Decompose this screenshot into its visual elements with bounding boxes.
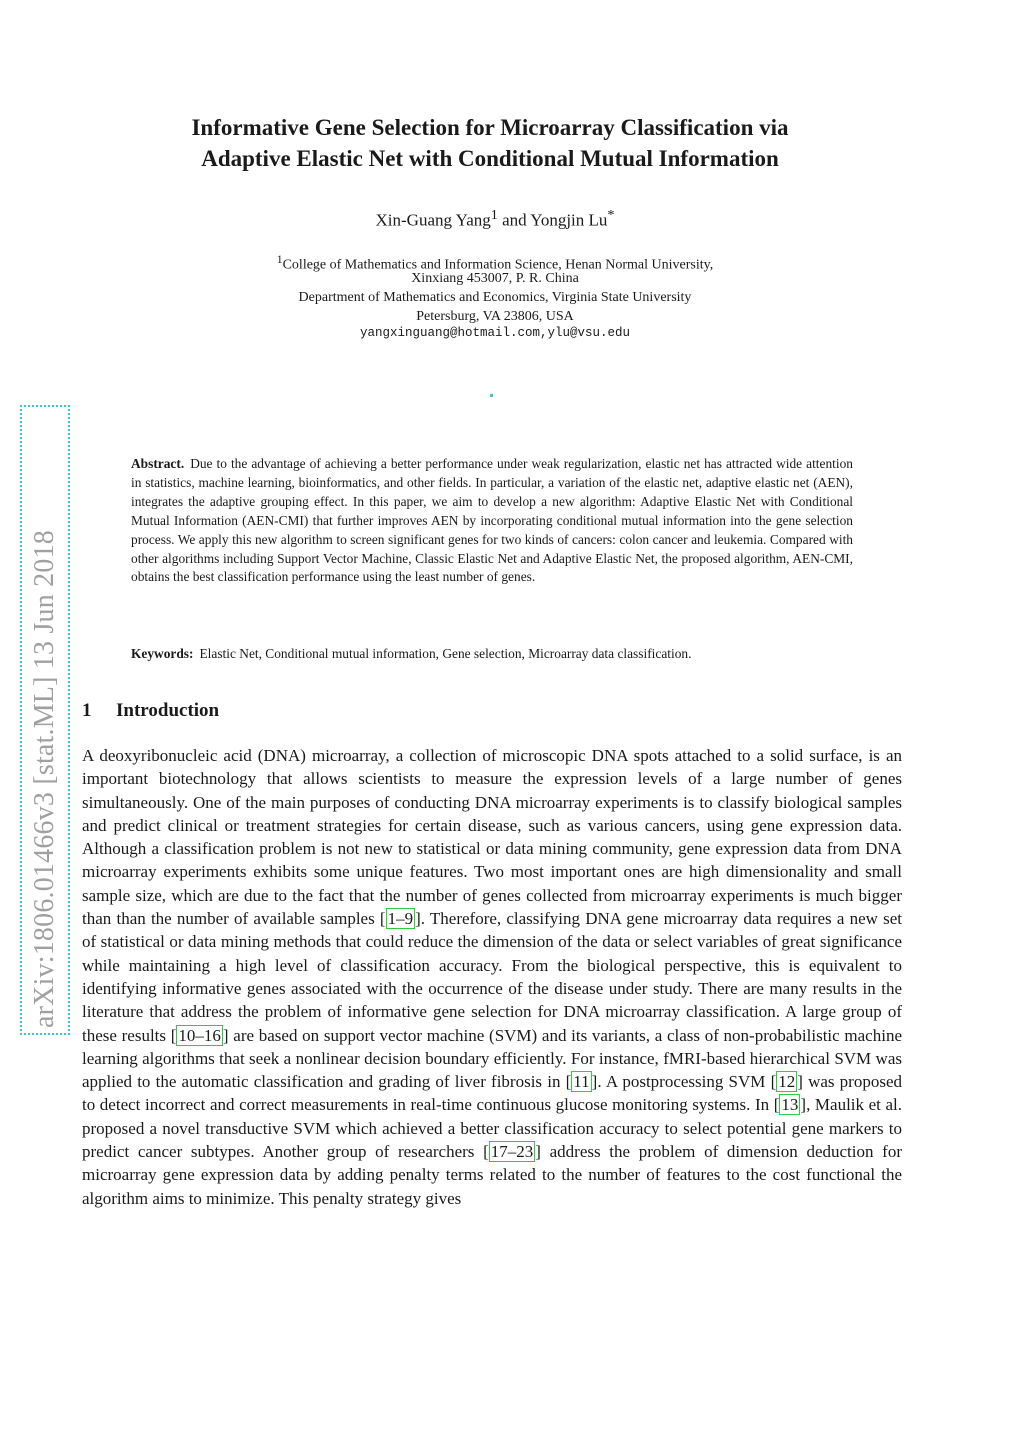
abstract-label: Abstract. <box>131 456 185 471</box>
paragraph-text: was proposed to detect incorrect and correct measurements in real-time continuous glucose monitoring systems. In <box>82 1072 903 1115</box>
citation-link[interactable] <box>489 1141 536 1162</box>
author-name: Yongjin Lu <box>530 210 608 230</box>
introduction-paragraph: A deoxyribonucleic acid (DNA) microarray, a collection of microscopic DNA spots attached to a solid surface, is an important biotechnology that allows scientists to measure the expression levels of a large number of genes simultaneously. One of the main purposes of conducting DNA microarray experiments is to classify biological samples and predict clinical or treatment strategies for certain disease, such as various cancers, using gene expression data. Although a classification problem is not new to statistical or data mining community, gene expression data from DNA microarray experiments exhibits some unique features. Two most important ones are high dimensionality and small sample size, which are due to the fact that the number of genes collected from microarray experiments is much bigger than than the number of available samples [ 1–9 ]. Therefore, classifying DNA gene microarray data requires a new set of statistical or data mining methods that could reduce the dimension of the data or select variables of great significance while maintaining a high level of classification accuracy. From the biological perspective, this is equivalent to identifying informative genes associated with the occurrence of the disease under study. There are many results in the literature that address the problem of informative gene selection for DNA microarray classification. A large group of these results [ 10–16 ] are based on support vector machine (SVM) and its variants, a class of non-probabilistic machine learning algorithms that seek a nonlinear decision boundary efficiently. For instance, fMRI-based hierarchical SVM was applied to the automatic classification and grading of liver fibrosis in [ 11 ]. A postprocessing SVM [ 12 ] was proposed to detect incorrect and correct measurements in real-time continuous glucose monitoring systems. In [ 13 ], Maulik et al. proposed a novel transductive SVM which achieved a better classification accuracy to select potential gene markers to predict cancer subtypes. Another group of researchers [ 17–23 ] address the problem of dimension deduction for microarray gene expression data by adding penalty terms related to the number of features to the cost functional the algorithm aims to minimize. This penalty strategy gives <box>82 746 903 1208</box>
citation-link[interactable]: 12 <box>778 1072 796 1092</box>
section-heading <box>82 700 219 722</box>
author-list <box>200 207 790 231</box>
section-number: 1 <box>82 700 92 721</box>
citation-number: 9 <box>404 909 414 929</box>
citation-number: 16 <box>203 1025 221 1045</box>
corresponding-author-mark: * <box>607 207 615 223</box>
author-name: Xin-Guang Yang <box>375 210 491 230</box>
paragraph-text: A deoxyribonucleic acid (DNA) microarray, a collection of microscopic DNA spots attached to a solid surface, is an important biotechnology that allows scientists to measure the expression levels of a large number of genes simultaneously. One of the main purposes of conducting DNA microarray experiments is to classify biological samples and predict clinical or treatment strategies for certain disease, such as various cancers, using gene expression data. Although a classification problem is not new to statistical or data mining community, gene expression data from DNA microarray experiments exhibits some unique features. Two most important ones are high dimensionality and small sample size, which are due to the fact that the number of genes collected from microarray experiments is much bigger than than the number of available samples <box>82 746 902 929</box>
author-conjunction: and <box>497 210 531 230</box>
decorative-dot <box>490 394 493 397</box>
keywords-label: Keywords: <box>131 646 194 661</box>
keywords-text: Elastic Net, Conditional mutual information, Gene selection, Microarray data classification. <box>199 646 692 661</box>
paragraph-text: , Maulik et al. proposed a novel transductive SVM which achieved a better classification accuracy to select potential gene markers to predict cancer subtypes. Another group of researchers <box>82 1095 902 1162</box>
citation-range-separator: – <box>195 1025 204 1045</box>
affiliation-text: College of Mathematics and Information Science, Henan Normal University, <box>282 257 714 273</box>
affiliation-line: Department of Mathematics and Economics, Virginia State University <box>298 290 692 305</box>
citation-range-separator: – <box>396 909 405 929</box>
paragraph-text: are based on support vector machine (SVM) and its variants, a class of non-probabilistic machine learning algorithms that seek a nonlinear decision boundary efficiently. For instance, fMRI-based hierarchical SVM was applied to the automatic classification and grading of liver fibrosis in <box>82 1025 902 1092</box>
citation-link[interactable] <box>176 1025 223 1046</box>
abstract <box>131 455 853 587</box>
keywords <box>131 644 853 663</box>
abstract-text: Due to the advantage of achieving a better performance under weak regularization, elastic net has attracted wide attention in statistics, machine learning, bioinformatics, and other fields. In particular, a variation of the elastic net, adaptive elastic net (AEN), integrates the adaptive grouping effect. In this paper, we aim to develop a new algorithm: Adaptive Elastic Net with Conditional Mutual Information (AEN-CMI) that further improves AEN by incorporating conditional mutual information into the gene selection process. We apply this new algorithm to screen significant genes for two kinds of cancers: colon cancer and leukemia. Compared with other algorithms including Support Vector Machine, Classic Elastic Net and Adaptive Elastic Net, the proposed algorithm, AEN-CMI, obtains the best classification performance using the least number of genes. <box>131 456 853 585</box>
citation-number: 1 <box>387 909 397 929</box>
author-affiliation-mark: 1 <box>490 207 498 223</box>
affiliation-line: Petersburg, VA 23806, USA <box>416 309 574 324</box>
citation-number: 10 <box>178 1025 196 1045</box>
citation-link[interactable] <box>386 908 416 929</box>
citation-number: 17 <box>490 1142 508 1162</box>
section-title: Introduction <box>116 700 220 721</box>
affiliation-line: Xinxiang 453007, P. R. China <box>411 271 579 286</box>
paragraph-text: . A postprocessing SVM <box>597 1072 771 1092</box>
arxiv-identifier[interactable]: arXiv:1806.01466v3 [stat.ML] 13 Jun 2018 <box>29 530 60 1028</box>
paper-title-line-1: Informative Gene Selection for Microarray Classification via <box>191 115 789 140</box>
paragraph-text: . Therefore, classifying DNA gene microarray data requires a new set of statistical or data mining methods that could reduce the dimension of the data or select variables of great significance while maintaining a high level of classification accuracy. From the biological perspective, this is equivalent to identifying informative genes associated with the occurrence of the disease under study. There are many results in the literature that address the problem of informative gene selection for DNA microarray classification. A large group of these results <box>82 909 902 1045</box>
paper-title-line-2: Adaptive Elastic Net with Conditional Mutual Information <box>201 146 779 171</box>
citation-link[interactable]: 13 <box>781 1095 799 1115</box>
citation-range-separator: – <box>507 1142 517 1162</box>
citation-link[interactable]: 11 <box>573 1072 590 1092</box>
citation-number: 23 <box>516 1142 534 1162</box>
affiliation-mark: 1 <box>276 253 283 266</box>
author-emails[interactable]: yangxinguang@hotmail.com,ylu@vsu.edu <box>359 326 631 340</box>
paragraph-text: address the problem of dimension deduction for microarray gene expression data by adding penalty terms related to the number of features to the cost functional the algorithm aims to minimize. This penalty strategy gives <box>82 1142 902 1208</box>
